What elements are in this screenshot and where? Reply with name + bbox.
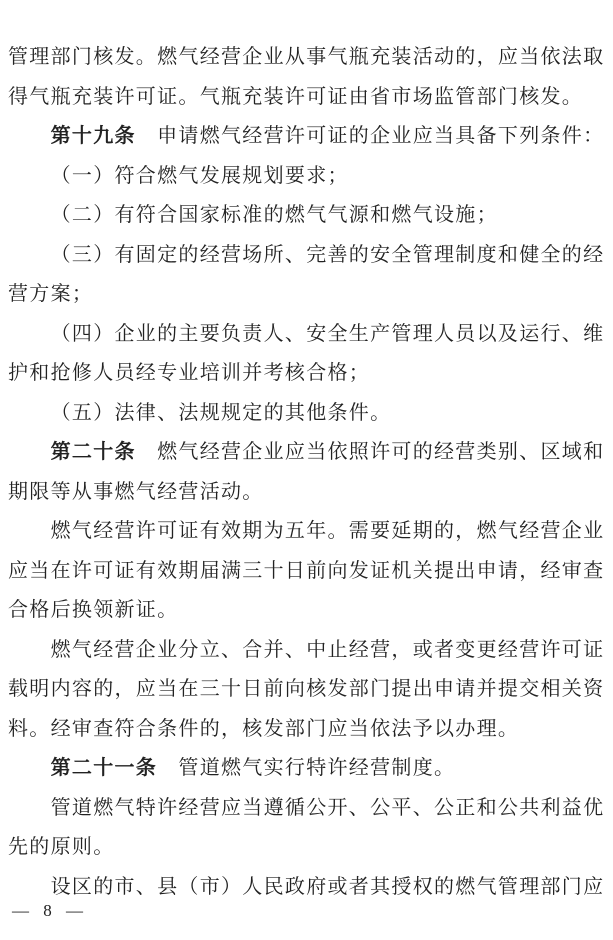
text-line	[8, 512, 608, 552]
text-line	[8, 157, 608, 197]
text-line	[8, 868, 608, 908]
text-line	[8, 749, 608, 789]
line-text: 营方案；	[8, 283, 94, 305]
text-line	[8, 354, 608, 394]
article-number: 第二十条	[50, 441, 136, 463]
line-text: （一）符合燃气发展规划要求；	[50, 164, 349, 187]
article-number: 第十九条	[50, 125, 136, 147]
text-line	[8, 789, 608, 829]
text-line	[8, 591, 608, 631]
line-text: 护和抢修人员经专业培训并考核合格；	[8, 362, 371, 384]
line-text: 燃气经营企业分立、合并、中止经营，或者变更经营许可证	[50, 638, 605, 661]
text-line	[8, 552, 608, 592]
line-text: 设区的市、县（市）人民政府或者其授权的燃气管理部门应	[50, 875, 605, 898]
line-text: 合格后换领新证。	[8, 599, 179, 621]
line-text: （四）企业的主要负责人、安全生产管理人员以及运行、维	[50, 322, 605, 345]
line-text: 燃气经营企业应当依照许可的经营类别、区域和	[135, 441, 605, 463]
line-text: 载明内容的，应当在三十日前向核发部门提出申请并提交相关资	[8, 678, 605, 700]
text-line	[8, 670, 608, 710]
text-line	[8, 78, 608, 118]
text-line	[8, 433, 608, 473]
text-line	[8, 710, 608, 750]
footer-page-number: — 8 —	[12, 901, 88, 920]
text-line	[8, 394, 608, 434]
line-text: 管理部门核发。燃气经营企业从事气瓶充装活动的，应当依法取	[8, 46, 605, 68]
line-text: （二）有符合国家标准的燃气气源和燃气设施；	[50, 204, 498, 226]
line-text: 得气瓶充装许可证。气瓶充装许可证由省市场监管部门核发。	[8, 85, 584, 108]
text-line	[8, 38, 608, 78]
text-line	[8, 315, 608, 355]
text-line	[8, 828, 608, 868]
line-text: 期限等从事燃气经营活动。	[8, 480, 264, 503]
text-line	[8, 631, 608, 671]
line-text: 应当在许可证有效期届满三十日前向发证机关提出申请，经审查	[8, 559, 605, 582]
text-line	[8, 117, 608, 157]
text-line	[8, 236, 608, 276]
text-line	[8, 473, 608, 513]
line-text: 管道燃气特许经营应当遵循公开、公平、公正和公共利益优	[50, 796, 605, 819]
line-text: 管道燃气实行特许经营制度。	[157, 757, 456, 779]
line-text: 先的原则。	[8, 836, 115, 858]
line-text: 料。经审查符合条件的，核发部门应当依法予以办理。	[8, 717, 520, 740]
article-number: 第二十一条	[50, 757, 158, 779]
document-body	[8, 38, 608, 907]
line-text: （五）法律、法规规定的其他条件。	[50, 401, 392, 424]
line-text: （三）有固定的经营场所、完善的安全管理制度和健全的经	[50, 243, 605, 266]
text-line	[8, 196, 608, 236]
text-line	[8, 275, 608, 315]
line-text: 申请燃气经营许可证的企业应当具备下列条件：	[135, 125, 605, 147]
line-text: 燃气经营许可证有效期为五年。需要延期的，燃气经营企业	[50, 520, 605, 542]
